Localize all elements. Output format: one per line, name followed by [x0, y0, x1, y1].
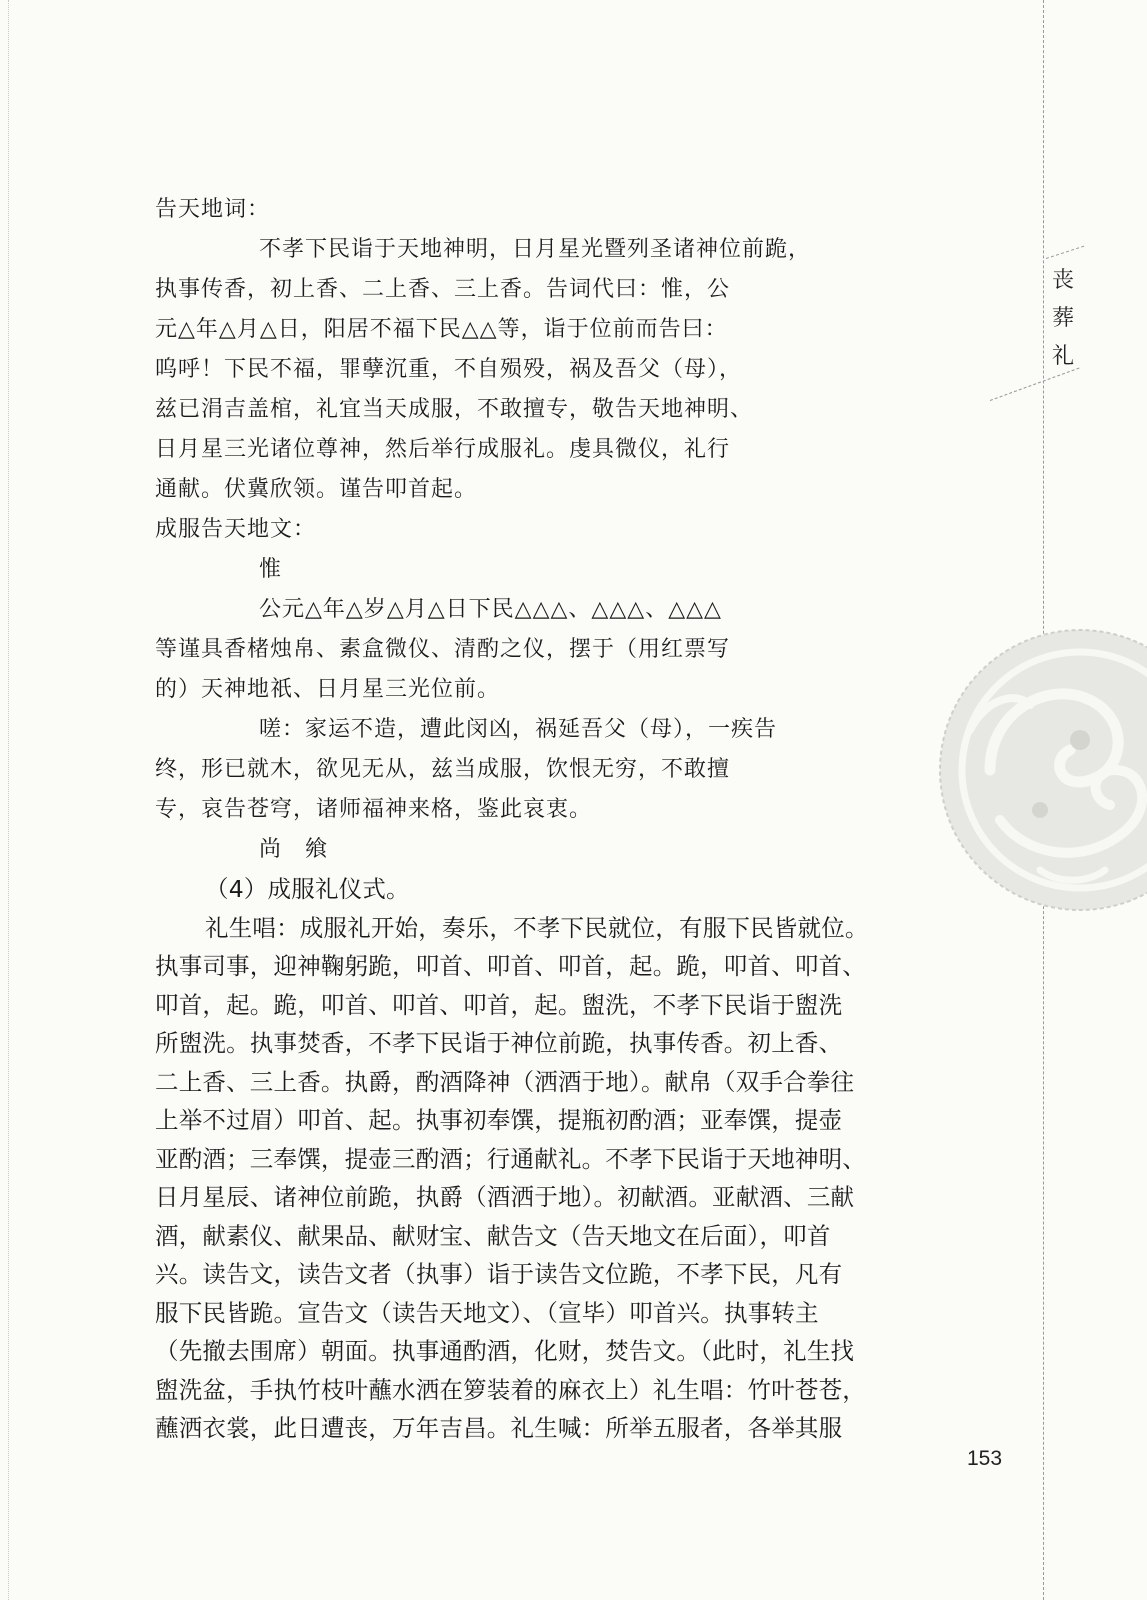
text-line: 上举不过眉）叩首、起。执事初奉馔，提瓶初酌酒；亚奉馔，提壶: [155, 1106, 843, 1134]
text-line: 兹已涓吉盖棺，礼宜当天成服，不敢擅专，敬告天地神明、: [155, 397, 754, 422]
text-line: 公元△年△岁△月△日下民△△△、△△△、△△△: [259, 597, 722, 622]
text-line: 专，哀告苍穹，诸师福神来格，鉴此哀衷。: [155, 797, 593, 822]
text-line: 惟: [259, 557, 283, 582]
text-line: 嗟：家运不造，遭此闵凶，祸延吾父（母），一疾告: [259, 717, 778, 742]
side-title-char: 葬: [1051, 306, 1074, 331]
text-line: 执事司事，迎神鞠躬跪，叩首、叩首、叩首，起。跪，叩首、叩首、: [155, 952, 866, 980]
ceremony-text-block: [155, 909, 920, 1448]
text-line: 日月星辰、诸神位前跪，执爵（酒洒于地）。初献酒。亚献酒、三献: [155, 1183, 855, 1211]
body-text: [155, 190, 920, 1448]
side-title-char: 礼: [1051, 344, 1074, 369]
text-line: 日月星三光诸位尊神，然后举行成服礼。虔具微仪，礼行: [155, 437, 731, 462]
chapter-side-title: [1046, 262, 1080, 376]
text-line: 二上香、三上香。执爵，酌酒降神（洒酒于地）。献帛（双手合拳往: [155, 1067, 855, 1096]
text-line: 执事传香，初上香、二上香、三上香。告词代曰：惟，公: [155, 277, 731, 302]
text-line: 酒，献素仪、献果品、献财宝、献告文（告天地文在后面），叩首: [155, 1221, 831, 1250]
page-number: 153: [967, 1447, 1003, 1470]
text-line: 礼生唱：成服礼开始，奏乐，不孝下民就位，有服下民皆就位。: [205, 913, 869, 942]
text-line: 兴。读告文，读告文者（执事）诣于读告文位跪，不孝下民，凡有: [155, 1260, 843, 1288]
text-line: 的）天神地祇、日月星三光位前。: [155, 677, 501, 702]
cloud-pattern-ornament: [930, 620, 1147, 920]
text-line: 所盥洗。执事焚香，不孝下民诣于神位前跪，执事传香。初上香、: [155, 1029, 843, 1057]
text-line: 告天地词：: [155, 197, 271, 222]
margin-diagonal-line: [1046, 246, 1084, 259]
text-line: 盥洗盆，手执竹枝叶蘸水洒在箩装着的麻衣上）礼生唱：竹叶苍苍，: [155, 1375, 866, 1404]
text-line: 蘸洒衣裳，此日遭丧，万年吉昌。礼生喊：所举五服者，各举其服: [155, 1414, 843, 1442]
text-line: 呜呼！下民不福，罪孽沉重，不自殒殁，祸及吾父（母），: [155, 357, 743, 382]
text-line: 尚 飨: [259, 837, 329, 862]
ritual-text-block: [155, 190, 920, 870]
text-line: 服下民皆跪。宣告文（读告天地文）、（宣毕）叩首兴。执事转主: [155, 1298, 819, 1327]
text-line: （先撤去围席）朝面。执事通酌酒，化财，焚告文。（此时，礼生找: [155, 1337, 855, 1365]
text-line: 等谨具香楮烛帛、素盒微仪、清酌之仪，摆于（用红票写: [155, 637, 731, 662]
text-line: 成服告天地文：: [155, 517, 317, 542]
text-line: 元△年△月△日，阳居不福下民△△等，诣于位前而告曰：: [155, 317, 728, 342]
text-line: 叩首，起。跪，叩首、叩首、叩首，起。盥洗，不孝下民诣于盥洗: [155, 990, 843, 1019]
text-line: 不孝下民诣于天地神明，日月星光暨列圣诸神位前跪，: [259, 237, 812, 262]
page-edge-shadow: [8, 0, 9, 1600]
text-line: 亚酌酒；三奉馔，提壶三酌酒；行通献礼。不孝下民诣于天地神明、: [155, 1144, 866, 1173]
section-heading: （4）成服礼仪式。: [205, 875, 410, 903]
text-line: 终，形已就木，欲见无从，兹当成服，饮恨无穷，不敢擅: [155, 757, 731, 782]
text-line: 通献。伏冀欣领。谨告叩首起。: [155, 477, 478, 502]
side-title-char: 丧: [1051, 268, 1074, 293]
